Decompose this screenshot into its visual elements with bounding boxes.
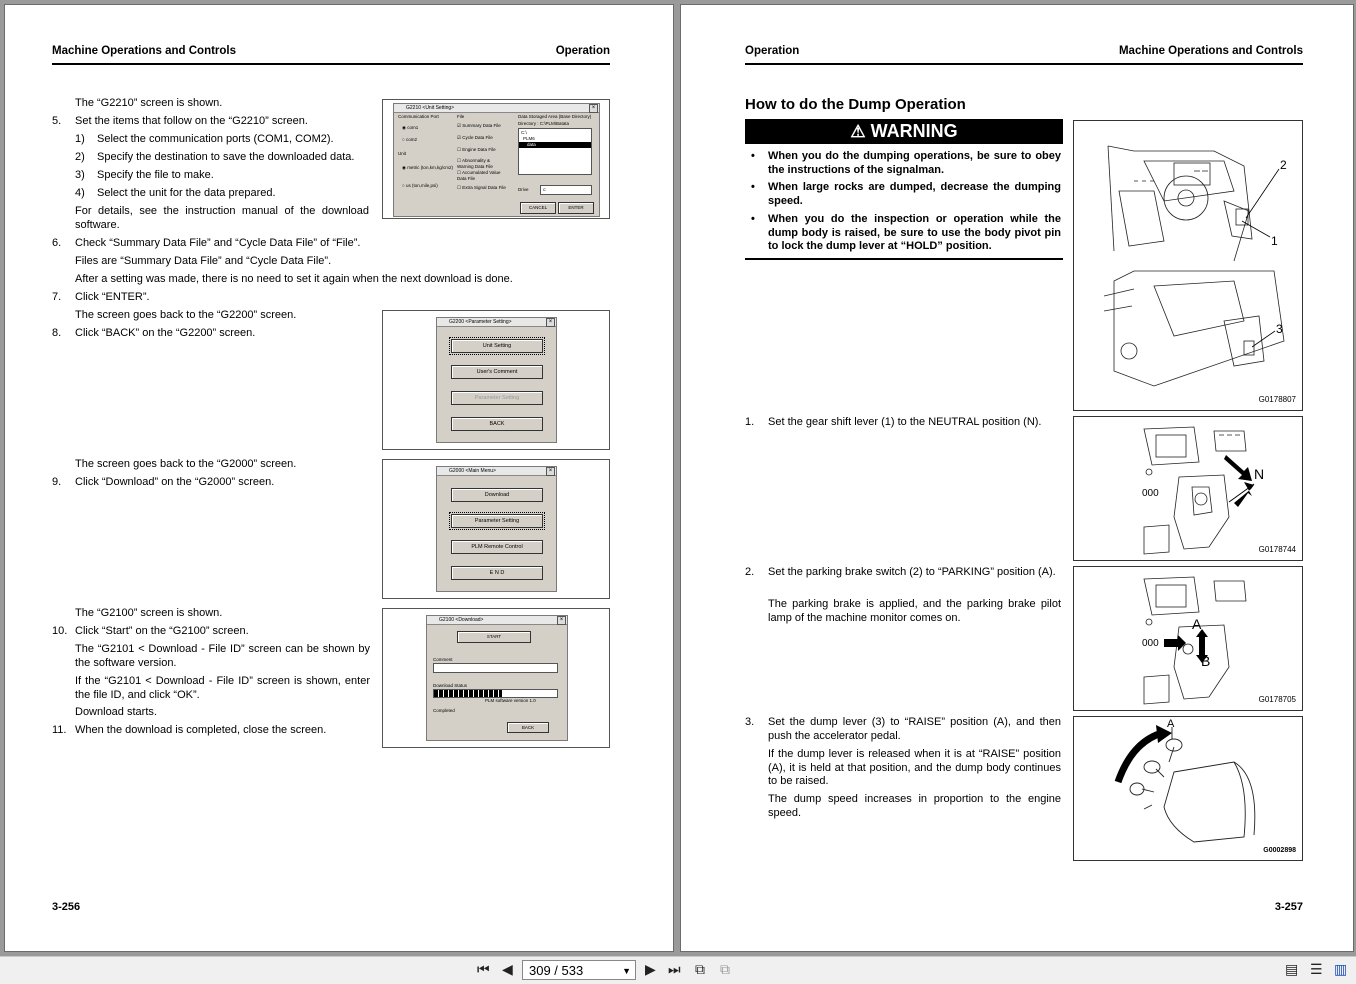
warning-item: When you do the dumping operations, be sure to obey the instructions of the signalman. — [768, 150, 1061, 176]
step-note: If the dump lever is released when it is at “RAISE” position (A), it is held at that position, and the dump body continues to be raised. — [768, 748, 1061, 787]
raise-arc — [1118, 733, 1162, 782]
step-number: 8. — [52, 327, 62, 339]
page-number: 3-257 — [1274, 901, 1303, 913]
g2210-file-5: ☐ Extra Signal Data File — [457, 185, 506, 190]
body-line: Set the items that follow on the “G2210” screen. — [75, 115, 308, 127]
body-line: Download starts. — [75, 706, 157, 718]
running-header-right: Operation — [555, 45, 610, 57]
body-line: The screen goes back to the “G2200” screen. — [75, 309, 297, 321]
fit-page-icon[interactable]: ⧉ — [695, 961, 705, 977]
close-icon: × — [589, 104, 598, 113]
step-number: 10. — [52, 625, 68, 637]
figure-cab-controls — [1073, 120, 1303, 411]
step-number: 9. — [52, 476, 62, 488]
step-note: The parking brake is applied, and the parking brake pilot lamp of the machine monitor comes on. — [768, 598, 1061, 624]
start-button: START — [457, 631, 531, 643]
g2210-col3-label: Data Storaged Area (Base Directory) — [518, 114, 592, 119]
g2210-col1-label: Communication Port — [398, 114, 439, 119]
g2210-file-2: ☐ Engine Data File — [457, 147, 496, 152]
bullet-icon: • — [751, 181, 755, 193]
step-note: The dump speed increases in proportion to the engine speed. — [768, 793, 1061, 819]
dump-lever-illustration — [1074, 717, 1302, 860]
g2210-drive-label: Drive — [518, 187, 529, 192]
body-line: Select the communication ports (COM1, COM2). — [97, 133, 334, 145]
screenshot-g2200 — [382, 310, 610, 450]
parameter-setting-button: Parameter Setting — [451, 514, 543, 528]
callout-label: B — [1201, 653, 1211, 669]
back-button: BACK — [451, 417, 543, 431]
page-number-field[interactable] — [522, 960, 636, 980]
g2210-com1: ◉ com1 — [402, 125, 419, 130]
g2210-tree-item-selected: data — [519, 142, 591, 148]
body-line: The “G2210” screen is shown. — [75, 97, 223, 109]
chevron-down-icon[interactable]: ▼ — [622, 966, 631, 976]
sub-number: 3) — [75, 169, 85, 181]
parking-brake-illustration — [1074, 567, 1302, 710]
step-number: 5. — [52, 115, 62, 127]
page-indicator: 309 / 533 — [529, 963, 584, 978]
g2210-drive-value: c: — [543, 187, 547, 192]
callout-label: 1 — [1271, 234, 1278, 248]
fit-width-icon[interactable]: ⧉ — [720, 961, 730, 977]
g2100-version: PLM software version 1.0 — [485, 698, 536, 703]
right-page — [680, 4, 1354, 952]
g2210-window — [393, 103, 600, 217]
body-line: After a setting was made, there is no need to set it again when the next download is done. — [75, 273, 513, 285]
warning-item: When you do the inspection or operation while the dump body is raised, be sure to use the body pivot pin to lock the dump lever at “HOLD” position. — [768, 213, 1061, 252]
close-icon: × — [546, 467, 555, 476]
two-page-view-icon[interactable]: ▥ — [1334, 961, 1348, 977]
g2210-file-4: ☐ Accumulated Value Data File — [457, 170, 501, 181]
body-line: The “G2100” screen is shown. — [75, 607, 223, 619]
download-progress-track — [433, 689, 558, 698]
sub-number: 4) — [75, 187, 85, 199]
g2210-titlebar: G2210 <Unit Setting> — [394, 104, 599, 113]
download-button: Download — [451, 488, 543, 502]
close-icon: × — [557, 616, 566, 625]
gear-shift-illustration — [1074, 417, 1302, 560]
callout-label: 3 — [1276, 322, 1283, 336]
step-number: 11. — [52, 724, 67, 736]
figure-parking-brake — [1073, 566, 1303, 711]
running-header-left: Machine Operations and Controls — [52, 45, 237, 57]
section-title: How to do the Dump Operation — [745, 96, 966, 113]
panel-digits: 000 — [1142, 488, 1159, 499]
callout-label: 2 — [1280, 158, 1287, 172]
body-line: Click “BACK” on the “G2200” screen. — [75, 327, 256, 339]
plm-remote-control-button: PLM Remote Control — [451, 540, 543, 554]
warning-bottom-rule — [745, 258, 1063, 260]
callout-label: A — [1192, 616, 1202, 632]
g2200-window — [436, 317, 557, 443]
g2210-folder-tree — [518, 128, 592, 175]
parameter-setting-button: Parameter Setting — [451, 391, 543, 405]
figure-dump-lever — [1073, 716, 1303, 861]
last-page-icon[interactable]: ⏭ — [668, 961, 681, 977]
step-number: 1. — [745, 416, 755, 428]
g2210-unit-label: Unit — [398, 151, 407, 156]
single-page-view-icon[interactable]: ▤ — [1285, 961, 1299, 977]
users-comment-button: User's Comment — [451, 365, 543, 379]
screenshot-g2100 — [382, 608, 610, 748]
g2210-com2: ○ com2 — [402, 137, 417, 142]
g2200-titlebar: G2200 <Parameter Setting> — [437, 318, 556, 327]
body-line: Check “Summary Data File” and “Cycle Data File” of “File”. — [75, 237, 361, 249]
left-page — [4, 4, 674, 952]
g2000-window — [436, 466, 557, 592]
panel-digits: 000 — [1142, 638, 1159, 649]
bullet-icon: • — [751, 150, 755, 162]
step-number: 7. — [52, 291, 62, 303]
figure-id: G0178807 — [1258, 395, 1296, 404]
sub-number: 2) — [75, 151, 85, 163]
warning-triangle-icon: ⚠ — [850, 122, 866, 141]
body-line: Click “Start” on the “G2100” screen. — [75, 625, 249, 637]
screenshot-g2000 — [382, 459, 610, 599]
figure-id: G0178705 — [1258, 695, 1296, 704]
previous-page-icon[interactable]: ◀ — [502, 961, 513, 977]
step-number: 3. — [745, 716, 755, 728]
g2210-col2-label: File — [457, 114, 465, 119]
body-line: When the download is completed, close the screen. — [75, 724, 327, 736]
g2210-tree-item: C:\ — [521, 130, 527, 135]
g2210-drive-select — [540, 185, 592, 195]
header-rule — [745, 63, 1303, 65]
g2210-unit-opt2: ○ us (ton,mile,psi) — [402, 183, 438, 188]
download-progress-fill — [434, 690, 502, 697]
warning-banner — [745, 119, 1063, 144]
g2100-completed-label: Completed — [433, 708, 455, 713]
figure-gear-shift — [1073, 416, 1303, 561]
step-text: Set the parking brake switch (2) to “PARKING” position (A). — [768, 566, 1056, 578]
figure-id: G0178744 — [1258, 545, 1296, 554]
g2210-directory: Directory : C:\PLM\Batata — [518, 121, 570, 126]
body-line: Click “ENTER”. — [75, 291, 150, 303]
step-text: Set the dump lever (3) to “RAISE” position (A), and then push the accelerator pedal. — [768, 716, 1061, 742]
sub-number: 1) — [75, 133, 85, 145]
first-page-icon[interactable]: ⏮ — [477, 961, 490, 977]
running-header-left: Operation — [745, 45, 800, 57]
g2210-file-0: ☑ Summary Data File — [457, 123, 501, 128]
g2210-unit-opt1: ◉ metric (ton,km,kg/cm2) — [402, 165, 453, 170]
arrow-icon — [1224, 455, 1252, 481]
g2210-file-1: ☑ Cycle Data File — [457, 135, 493, 140]
body-line: If the “G2101 < Download - File ID” screen is shown, enter the file ID, and click “OK”. — [75, 675, 370, 701]
body-line: Select the unit for the data prepared. — [97, 187, 276, 199]
body-line: Files are “Summary Data File” and “Cycle Data File”. — [75, 255, 332, 267]
step-text: Set the gear shift lever (1) to the NEUTRAL position (N). — [768, 416, 1042, 428]
body-line: The “G2101 < Download - File ID” screen can be shown by the software version. — [75, 643, 370, 669]
enter-button: ENTER — [558, 202, 594, 214]
body-line: Specify the file to make. — [97, 169, 214, 181]
next-page-icon[interactable]: ▶ — [645, 961, 656, 977]
g2100-titlebar: G2100 <Download> — [427, 616, 567, 625]
body-line: For details, see the instruction manual of the download software. — [75, 205, 369, 231]
g2210-tree-item: PLM6 — [523, 136, 535, 141]
close-icon: × — [546, 318, 555, 327]
back-button: BACK — [507, 722, 549, 733]
running-header-right: Machine Operations and Controls — [1118, 45, 1303, 57]
g2210-file-3: ☐ Abnormality & Warning Data File — [457, 158, 493, 169]
g2100-comment-label: Comment — [433, 657, 453, 662]
page-number: 3-256 — [52, 901, 81, 913]
end-button: E N D — [451, 566, 543, 580]
cab-illustration — [1074, 121, 1302, 410]
body-line: Click “Download” on the “G2000” screen. — [75, 476, 275, 488]
bullet-icon: • — [751, 213, 755, 225]
viewer-toolbar — [0, 956, 1356, 984]
warning-label: WARNING — [870, 121, 958, 141]
g2000-titlebar: G2000 <Main Menu> — [437, 467, 556, 476]
screenshot-g2210 — [382, 99, 610, 219]
g2100-status-label: Download Status — [433, 683, 468, 688]
callout-label: N — [1254, 466, 1265, 482]
g2100-window — [426, 615, 568, 741]
callout-label: A — [1167, 718, 1175, 730]
step-number: 6. — [52, 237, 62, 249]
figure-id: G0002898 — [1263, 847, 1296, 854]
body-line: Specify the destination to save the downloaded data. — [97, 151, 355, 163]
continuous-view-icon[interactable]: ☰ — [1310, 961, 1323, 977]
header-rule — [52, 63, 610, 65]
unit-setting-button: Unit Setting — [451, 339, 543, 353]
cancel-button: CANCEL — [520, 202, 556, 214]
body-line: The screen goes back to the “G2000” screen. — [75, 458, 297, 470]
step-number: 2. — [745, 566, 755, 578]
warning-item: When large rocks are dumped, decrease the dumping speed. — [768, 181, 1061, 207]
comment-field — [433, 663, 558, 673]
